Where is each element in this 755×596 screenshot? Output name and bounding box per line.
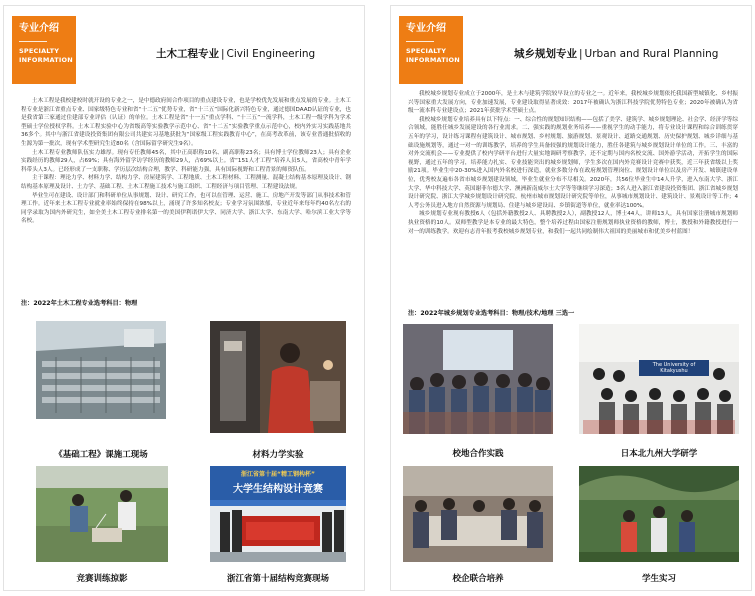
- title-cn: 土木工程专业: [156, 48, 219, 60]
- tab-en-line1: SPECIALTY: [19, 47, 60, 55]
- tab-divider: [406, 41, 434, 42]
- paragraph: 主干课程：理论力学、材料力学、结构力学、房屋建筑学、工程地质、土木工程材料、工程测量、混凝土结构基本原理及设计、钢结构基本原理及设计、土力学、基础工程、土木工程施工技术与施工组织、工程经济与项目管理、工程建设法规。: [21, 175, 351, 190]
- photo-structure-competition: [210, 466, 346, 562]
- paragraph: 我校城乡规划专业培养具有以下特点：一、综合性的规划知识结构——包括了美学、建筑学、城乡规划理论、社会学、经济学等综合领域，能胜任城乡发展建设的各行业需求。二、强实践的规划业务培养——重视学生的动手能力，将专业设计课程和综合训练贯穿五年的学习，设计练习课程有建筑设计、城市规划、乡村规划、旅游规划、景观设计、道路交通规划、历史保护规划、城乡详细与基础设施规划等，通过一对一的训练教学，培养的学生具备较强的规划设计能力，胜任各建筑与城乡规划设计单位的工作。三、丰富的对外交流机会——专业提供了校内学研平台进行大量实地调研考察教学，还不定期与国内名校交流、国外游学活动，开拓学生的国际视野，通过五年的学习，培养能力扎实、专业技能突出的城乡规划师，学生多次在国内外竞赛设计竞赛中获奖，近三年获省级以上奖励21项。毕业生中20-30%进入国内外名校进行深造，就业多数分布在政府规划管理岗位、规划设计单位以及房产开发、城镇建设单位，优秀校友遍布各省市城乡规划建设领域，毕业生就业分布不尽相关。2020年，共56位毕业生中14人升学，进入东南大学、浙江大学、华中科技大学、英国谢菲尔德大学、澳洲新南威尔士大学等等继续学习深造；3名人进入浙江省建设投资集团、浙江省城乡规划设计研究院、浙江大学城乡规划设计研究院、杭州市城市规划设计研究院等单位，从事城市规划设计、建筑设计、景观设计等工作；4人考公务员进入地方自然资源与规划局、住建与城乡建设局、乡镇街道等单位，就业率达100%。: [408, 116, 738, 209]
- photo-caption: 材料力学实验: [252, 450, 304, 460]
- paragraph: 土木工程是我校建校时就开设的专业之一，是中德政府间合作项目的重点建设专业，也是学校优先发展和重点发展的专业。土木工程专业是浙江省重点专业、国家级特色专业和省“十二五”优势专业，省“十三五”国际化新兴特色专业，通过德国DAAD认证的专业，也是我省第三家通过住建部专业评估（认证）的单位。土木工程是省“十一五”重点学科、“十三五”一流学科，土木工程一级学科为学术型硕士学位授权学科。土木工程实验中心为省级高等实验教学示范中心、省“十二五”实验教学重点示范中心，校内外实习实践基地共36多个。其中与浙江省建设投资集团有限公司共建实习基地获批为“国家级工程实践教育中心”，在高考改革前，该专业普通批招收的生源为第一批次，现有学术型研究生近80名（含国际留学研究生9名）。: [21, 98, 351, 147]
- title-separator: |: [221, 48, 225, 60]
- photo-caption: 校地合作实践: [452, 449, 504, 459]
- tab-cn-label: 专业介绍: [406, 23, 446, 34]
- page-urban-rural-planning: [390, 5, 752, 591]
- tab-en-line2: INFORMATION: [19, 56, 73, 64]
- photo-construction-site: [36, 321, 166, 419]
- page-civil-engineering: [3, 5, 365, 591]
- specialty-tab: [399, 16, 463, 84]
- photo-kitakyushu-study: [579, 324, 739, 434]
- title-separator: |: [579, 48, 583, 60]
- banner-top-text: 浙江省第十届“精工钢构杯”: [241, 471, 315, 478]
- subject-requirement: 注：2022年土木工程专业选考科目：物理: [21, 300, 138, 307]
- paragraph: 毕业生可在建设、设计部门和科研单位从事规划、设计、研究工作，也可以在管理、运营、施工、房地产开发等部门从事技术和管理工作。近年来土木工程专业就业率始终保持在98%以上，涌现了许多知名校友；专业学习氛围浓郁，专业近年来每年约40名左右的同学录取为国内外研究生，如全美土木工程专业排名第一的美国伊利诺伊大学、同济大学、浙江大学、东南大学、哈尔滨工业大学等名校。: [21, 192, 351, 225]
- photo-school-local-cooperation: [403, 324, 553, 434]
- photo-caption: 竞赛训练掠影: [76, 574, 128, 584]
- photo-caption: 校企联合培养: [452, 574, 504, 584]
- page-title: [514, 46, 718, 61]
- body-text: [21, 97, 351, 226]
- university-banner-text: The University of Kitakyushu: [652, 362, 696, 374]
- photo-caption: 浙江省第十届结构竞赛现场: [226, 574, 329, 584]
- title-cn: 城乡规划专业: [514, 48, 577, 60]
- paragraph: 土木工程专业教师队伍实力雄厚。现有专任教师45名，其中正高职称10名、副高职称23名；具有博士学位教师23人；具有企业实践经历的教师29人，占69%；具有海外留学访学经历的教师29人，占69%以上。省“151人才工程”培养人员5人，省高校中青年学科带头人3人。已经形成了一支职称、学历层次结构合理，教学、科研能力强，具有国际视野和工程背景的师资队伍。: [21, 149, 351, 173]
- photo-caption: 学生实习: [641, 574, 676, 584]
- tab-divider: [19, 41, 47, 42]
- photo-caption: 《基础工程》课施工现场: [54, 450, 148, 460]
- title-en: Urban and Rural Planning: [584, 48, 719, 60]
- photo-caption: 日本北九州大学研学: [620, 449, 698, 459]
- body-text: [408, 90, 738, 236]
- paragraph: 城乡规划专业现有教授6人（包括外籍教授2人、具聘教授2人），副教授12人，博士44人，讲师13人，具有国家注册城市规划师执业资格的10人。双师型教学是本专业的最大特色，整个培养过程由国家注册规划师执业资格的教师，博士，教授和外籍教授进行一对一的训练教学。欢迎有志青年报考我校城乡规划专业，和我们一起共同绘制伟大祖国的美丽城市和优美乡村蓝图！: [408, 211, 738, 235]
- photo-school-enterprise-training: [403, 466, 553, 562]
- tab-en-line2: INFORMATION: [406, 56, 460, 64]
- tab-en-line1: SPECIALTY: [406, 47, 447, 55]
- title-en: Civil Engineering: [226, 48, 316, 60]
- photo-student-internship: [579, 466, 739, 562]
- banner-main-text: 大学生结构设计竞赛: [233, 484, 323, 495]
- subject-requirement: 注：2022年城乡规划专业选考科目：物理/技术/地理 三选一: [408, 310, 575, 317]
- specialty-tab: [12, 16, 76, 84]
- photo-competition-training: [36, 466, 168, 562]
- tab-cn-label: 专业介绍: [19, 23, 59, 34]
- paragraph: 我校城乡规划专业成立于2000年，是土木与建筑学院较早设立的专业之一。近年来，我校城乡规划依托我国新型城镇化、乡村振兴等国家重大发展方向，专业加速发展，专业建设取得显著成效：2017年被确认为浙江科技学院优势特色专业；2020年被确认为省级一流本科专业建设点；2021年获批学术型硕士点。: [408, 91, 738, 115]
- page-title: [156, 46, 315, 61]
- photo-materials-lab: [210, 321, 346, 433]
